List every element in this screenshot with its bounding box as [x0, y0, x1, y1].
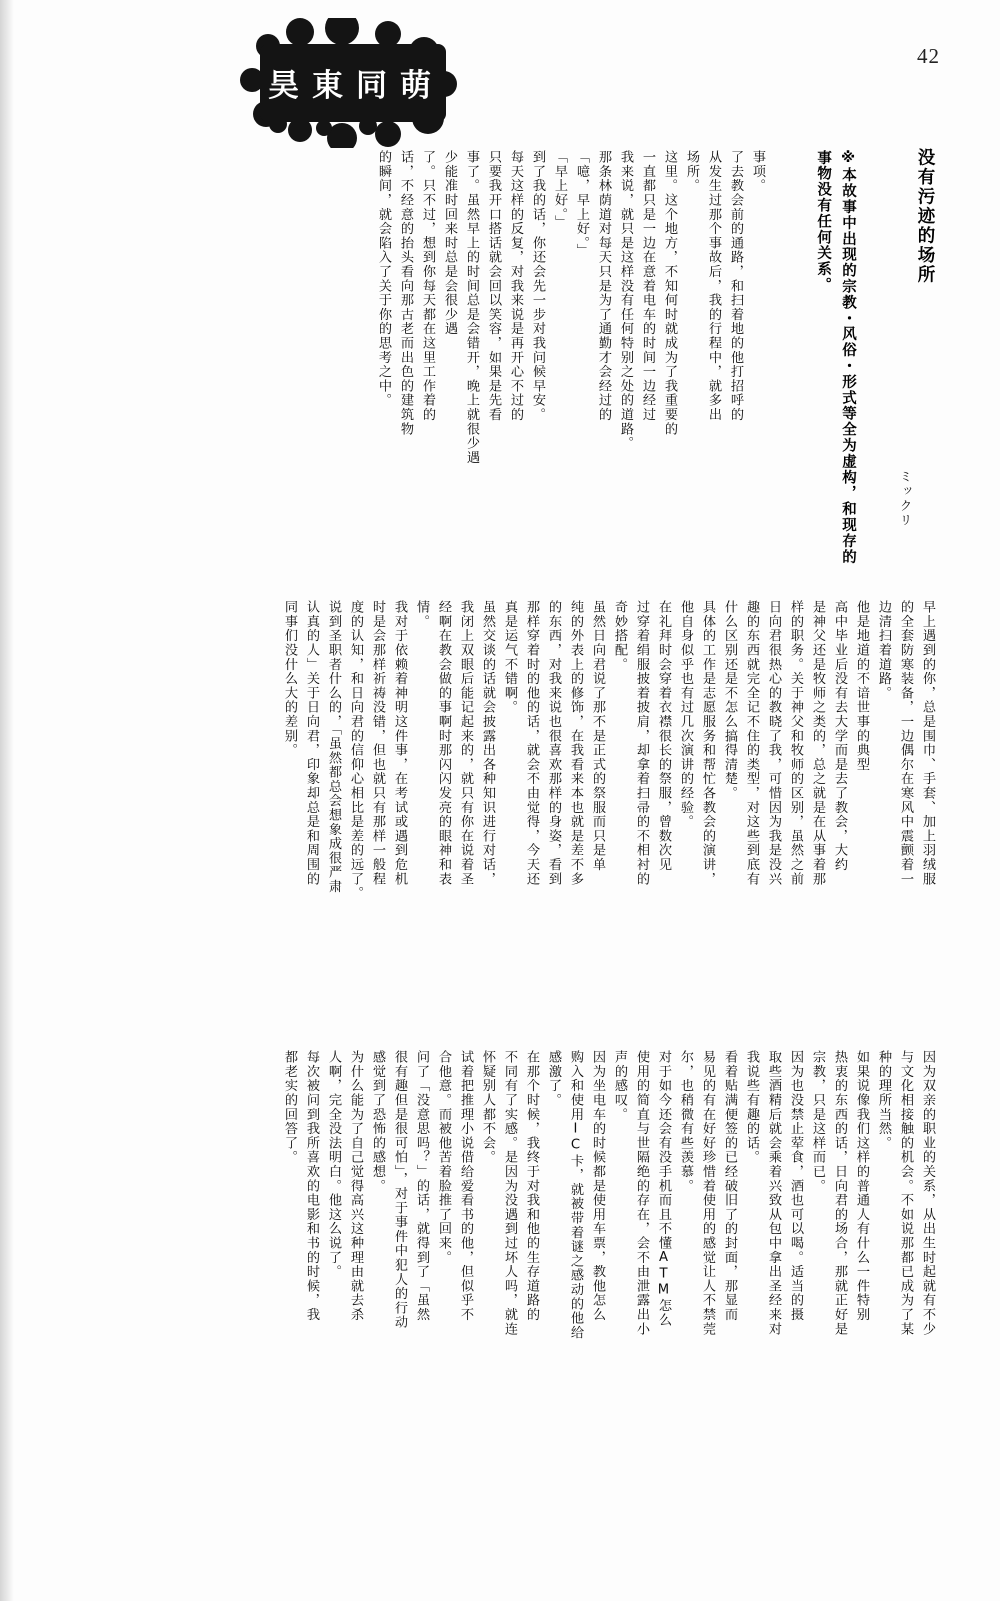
text-column: 尔，也稍微有些羡慕。: [678, 1050, 693, 1193]
text-column: 少能准时回来时总是会很少遇: [442, 150, 457, 336]
text-column: 我来说，就只是这样没有任何特别之处的道路。: [618, 150, 633, 451]
text-column: 怀疑别人都不会。: [480, 1050, 495, 1165]
text-column: 我对于依赖着神明这件事，在考试或遇到危机: [392, 600, 407, 886]
text-column: 是神父还是牧师之类的，总之就是在从事着那: [810, 600, 825, 886]
text-column: 易见的有在好好珍惜着使用的感觉让人不禁莞: [700, 1050, 715, 1336]
text-column: 的全套防寒装备，一边偶尔在寒风中震颤着一: [898, 600, 913, 886]
svg-text:東: 東: [312, 68, 343, 104]
text-column: 度的认知，和日向君的信仰心相比是差的远了。: [348, 600, 363, 901]
text-column: 为什么能为了自己觉得高兴这种理由就去杀: [348, 1050, 363, 1322]
text-column: 不同有了实感。是因为没遇到过坏人吗，就连: [502, 1050, 517, 1336]
text-column: 我说些有趣的话。: [744, 1050, 759, 1165]
text-column: 使用的简直与世隔绝的存在，会不由泄露出小: [634, 1050, 649, 1336]
text-column: 种的理所当然。: [876, 1050, 891, 1151]
text-column: 虽然日向君说了那不是正式的祭服而只是单: [590, 600, 605, 872]
text-column: 他自身似乎也有过几次演讲的经验。: [678, 600, 693, 829]
text-column: 我闭上双眼后能记起来的，就只有你在说着圣: [458, 600, 473, 886]
text-column: 事了。虽然早上的时间总是会错开，晚上就很少遇: [464, 150, 479, 465]
text-column: 说到圣职者什么的，「虽然都总会想象成很严肃: [326, 600, 341, 894]
text-column: 他是地道的不谙世事的典型: [854, 600, 869, 772]
page-number: 42: [917, 44, 940, 68]
text-column: 在礼拜时会穿着衣襟很长的祭服，曾数次见: [656, 600, 671, 872]
svg-text:昊: 昊: [268, 68, 299, 104]
text-column: 只要我开口搭话就会回以笑容，如果是先看: [486, 150, 501, 422]
author-byline: ミックリ: [898, 470, 913, 528]
text-column: 了去教会前的通路，和扫着地的他打招呼的: [728, 150, 743, 422]
text-column: 感激了。: [546, 1050, 561, 1108]
text-column: 时是会那样祈祷没错，但也就只有那样一般程: [370, 600, 385, 886]
text-column: 过穿着绢服披着披肩，却拿着扫帚的不相衬的: [634, 600, 649, 886]
text-column: 试着把推理小说借给爱看书的他，但似乎不: [458, 1050, 473, 1322]
text-column: 早上遇到的你，总是围巾、手套、加上羽绒服: [920, 600, 935, 886]
text-column: 因为双亲的职业的关系，从出生时起就有不少: [920, 1050, 935, 1336]
text-column: 什么区别还是不怎么搞得清楚。: [722, 600, 737, 801]
text-column: 「早上好。」: [552, 150, 567, 230]
text-column: 都老实的回答了。: [282, 1050, 297, 1165]
text-column: 虽然交谈的话就会披露出各种知识进行对话，: [480, 600, 495, 886]
text-column: 看着贴满便签的已经破旧了的封面，那显而: [722, 1050, 737, 1322]
disclaimer-note: ※本故事中出现的宗教・风俗・形式等全为虚构，和现存的事物没有任何关系。: [815, 150, 856, 565]
text-column: 这里。这个地方，不知何时就成为了我重要的: [662, 150, 677, 436]
text-column: 边清扫着道路。: [876, 600, 891, 701]
text-column: 从发生过那个事故后，我的行程中，就多出: [706, 150, 721, 422]
text-column: 声的感叹。: [612, 1050, 627, 1122]
text-column: 一直都只是一边在意着电车的时间一边经过: [640, 150, 655, 422]
text-column: 购入和使用IC卡，就被带着谜之感动的他给: [568, 1050, 583, 1340]
text-column: 高中毕业后没有去大学而是去了教会，大约: [832, 600, 847, 872]
text-column: 事项。: [750, 150, 765, 193]
text-column: 很有趣但是很可怕」，对于事件中犯人的行动: [392, 1050, 407, 1330]
text-column: 的瞬间，就会陷入了关于你的思考之中。: [376, 150, 391, 408]
text-block-middle: [0, 600, 1000, 1030]
text-column: 趣的东西就完全记不住的类型，对这些到底有: [744, 600, 759, 886]
text-column: 每次被问到我所喜欢的电影和书的时候，我: [304, 1050, 319, 1322]
text-column: 纯的外表上的修饰，在我看来本也就是差不多: [568, 600, 583, 886]
text-column: 经啊在教会做的事啊时那闪闪发亮的眼神和表: [436, 600, 451, 886]
text-column: 问了「没意思吗？」的话，就得到了「虽然: [414, 1050, 429, 1322]
text-column: 对于如今还会有没手机而且不懂ATM怎么: [656, 1050, 671, 1328]
text-column: 样的职务。关于神父和牧师的区别，虽然之前: [788, 600, 803, 886]
text-column: 宗教，只是这样而已。: [810, 1050, 825, 1193]
text-block-top: [0, 150, 1000, 580]
text-column: 热衷的东西的话，日向君的场合，那就正好是: [832, 1050, 847, 1336]
text-column: 因为也没禁止荤食，酒也可以喝。适当的摄: [788, 1050, 803, 1322]
text-column: 到了我的话，你还会先一步对我问候早安。: [530, 150, 545, 422]
svg-text:同: 同: [356, 68, 387, 104]
text-column: 场所。: [684, 150, 699, 193]
text-column: 因为坐电车的时候都是使用车票，教他怎么: [590, 1050, 605, 1322]
text-column: 认真的人」关于日向君，印象却总是和周围的: [304, 600, 319, 886]
text-column: 同事们没什么大的差别。: [282, 600, 297, 758]
text-column: 「噫，早上好。」: [574, 150, 589, 258]
text-column: 了。只不过，想到你每天都在这里工作着的: [420, 150, 435, 422]
text-column: 情。: [414, 600, 429, 629]
section-title: 没有污迹的场所: [915, 148, 935, 285]
text-column: 取些酒精后就会乘着兴致从包中拿出圣经来对: [766, 1050, 781, 1336]
text-column: 与文化相接触的机会。不如说那都已成为了某: [898, 1050, 913, 1336]
text-column: 人啊，完全没法明白。他这么说了。: [326, 1050, 341, 1279]
text-column: 每天这样的反复，对我来说是再开心不过的: [508, 150, 523, 422]
text-column: 在那个时候，我终于对我和他的生存道路的: [524, 1050, 539, 1322]
text-column: 真是运气不错啊。: [502, 600, 517, 715]
text-column: 合他意。而被他苦着脸推了回来。: [436, 1050, 451, 1265]
text-column: 如果说像我们这样的普通人有什么一件特别: [854, 1050, 869, 1322]
svg-text:萌: 萌: [400, 68, 431, 104]
text-column: 那样穿着时的他的话，就会不由觉得，今天还: [524, 600, 539, 886]
text-column: 话，不经意的抬头看向那古老而出色的建筑物: [398, 150, 413, 436]
text-column: 日向君很热心的教晓了我，可惜因为我是没兴: [766, 600, 781, 886]
text-column: 那条林荫道对每天只是为了通勤才会经过的: [596, 150, 611, 422]
text-column: 的东西，对我来说也很喜欢那样的身姿，看到: [546, 600, 561, 886]
text-column: 具体的工作是志愿服务和帮忙各教会的演讲，: [700, 600, 715, 886]
text-column: 奇妙搭配。: [612, 600, 627, 672]
logo-mark-icon: [238, 18, 466, 148]
text-block-bottom: [0, 1050, 1000, 1490]
text-column: 感觉到了恐怖的感想。: [370, 1050, 385, 1193]
